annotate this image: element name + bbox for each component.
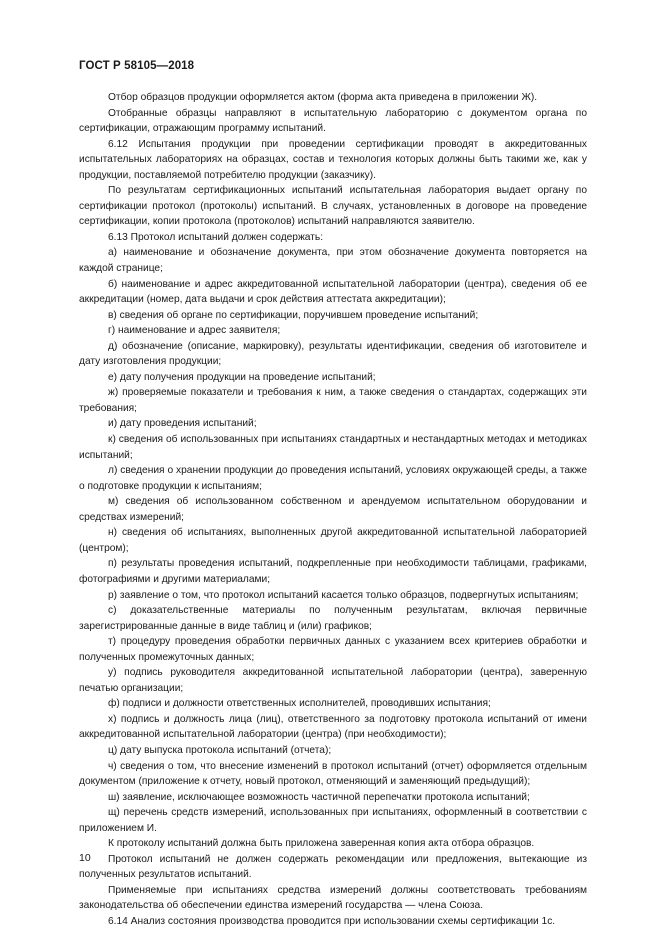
paragraph: 6.14 Анализ состояния производства проводится при использовании схемы сертификации 1с. xyxy=(108,915,556,927)
document-body xyxy=(79,90,587,930)
list-item: и) дату проведения испытаний; xyxy=(108,418,257,430)
list-item: ж) проверяемые показатели и требования к ним, а также сведения о стандартах, содержащих эти требования; xyxy=(79,387,587,414)
paragraph: 6.13 Протокол испытаний должен содержать: xyxy=(108,231,324,243)
paragraph: К протоколу испытаний должна быть приложена заверенная копия акта отбора образцов. xyxy=(108,838,535,850)
list-item: ц) дату выпуска протокола испытаний (отчета); xyxy=(108,744,332,756)
paragraph: 6.12 Испытания продукции при проведении сертификации проводят в аккредитованных испытательных лабораториях на образцах, состав и технология которых должны быть такими же, как у продукции, поставляемой потребителю продукции (заказчику). xyxy=(79,138,587,181)
list-item: а) наименование и обозначение документа, при этом обозначение документа повторяется на каждой странице; xyxy=(79,247,587,275)
list-item: п) результаты проведения испытаний, подкрепленные при необходимости таблицами, графиками, фотографиями и другими материалами; xyxy=(79,558,587,585)
list-item: н) сведения об испытаниях, выполненных другой аккредитованной испытательной лабораторией (центром); xyxy=(79,527,587,554)
list-item: д) обозначение (описание, маркировку), результаты идентификации, сведения об изготовителе и дату изготовления продукции; xyxy=(79,340,587,368)
list-item: ш) заявление, исключающее возможность частичной перепечатки протокола испытаний; xyxy=(108,791,530,803)
list-item: в) сведения об органе по сертификации, поручившем проведение испытаний; xyxy=(108,309,479,321)
list-item: щ) перечень средств измерений, использованных при испытаниях, оформленный в соответствии с приложением И. xyxy=(79,807,587,834)
paragraph: Отбор образцов продукции оформляется актом (форма акта приведена в приложении Ж). xyxy=(108,92,538,103)
document-header: ГОСТ Р 58105—2018 xyxy=(79,60,195,72)
list-item: к) сведения об использованных при испытаниях стандартных и нестандартных методах и методиках испытаний; xyxy=(79,434,587,461)
paragraph: По результатам сертификационных испытаний испытательная лаборатория выдает органу по сертификации протокол (протоколы) испытаний. В случаях, установленных в договоре на проведение сертификации, копии протокола (протоколов) испытаний направляются заявителю. xyxy=(79,185,587,228)
list-item: у) подпись руководителя аккредитованной испытательной лаборатории (центра), заверенную печатью организации; xyxy=(79,667,587,694)
list-item: т) процедуру проведения обработки первичных данных с указанием всех критериев обработки и полученных промежуточных данных; xyxy=(79,636,587,663)
list-item: л) сведения о хранении продукции до проведения испытаний, условиях окружающей среды, а также о подготовке продукции к испытаниям; xyxy=(79,465,587,492)
list-item: м) сведения об использованном собственном и арендуемом испытательном оборудовании и средствах измерений; xyxy=(79,496,587,523)
paragraph: Применяемые при испытаниях средства измерений должны соответствовать требованиям законодательства об обеспечении единства измерений государства — члена Союза. xyxy=(79,884,587,912)
list-item: г) наименование и адрес заявителя; xyxy=(108,325,281,337)
list-item: ф) подписи и должности ответственных исполнителей, проводивших испытания; xyxy=(108,698,491,710)
list-item: б) наименование и адрес аккредитованной испытательной лаборатории (центра), сведения об ее аккредитации (номер, дата выдачи и срок действия аттестата аккредитации); xyxy=(79,278,587,306)
list-item: ч) сведения о том, что внесение изменений в протокол испытаний (отчет) оформляется отдельным документом (приложение к отчету, новый протокол, отменяющий и заменяющий предыдущий); xyxy=(79,760,587,788)
list-item: р) заявление о том, что протокол испытаний касается только образцов, подвергнутых испытаниям; xyxy=(108,589,579,601)
list-item: х) подпись и должность лица (лиц), ответственного за подготовку протокола испытаний от имени аккредитованной испытательной лаборатории (центра) (при необходимости); xyxy=(79,713,587,741)
paragraph: Отобранные образцы направляют в испытательную лабораторию с документом органа по сертификации, отражающим программу испытаний. xyxy=(79,107,587,135)
page-number: 10 xyxy=(79,852,91,864)
paragraph: Протокол испытаний не должен содержать рекомендации или предложения, вытекающие из полученных результатов испытаний. xyxy=(79,853,587,881)
list-item: е) дату получения продукции на проведение испытаний; xyxy=(108,371,376,383)
list-item: с) доказательственные материалы по полученным результатам, включая первичные зарегистрированные данные в виде таблиц и (или) графиков; xyxy=(79,605,587,632)
